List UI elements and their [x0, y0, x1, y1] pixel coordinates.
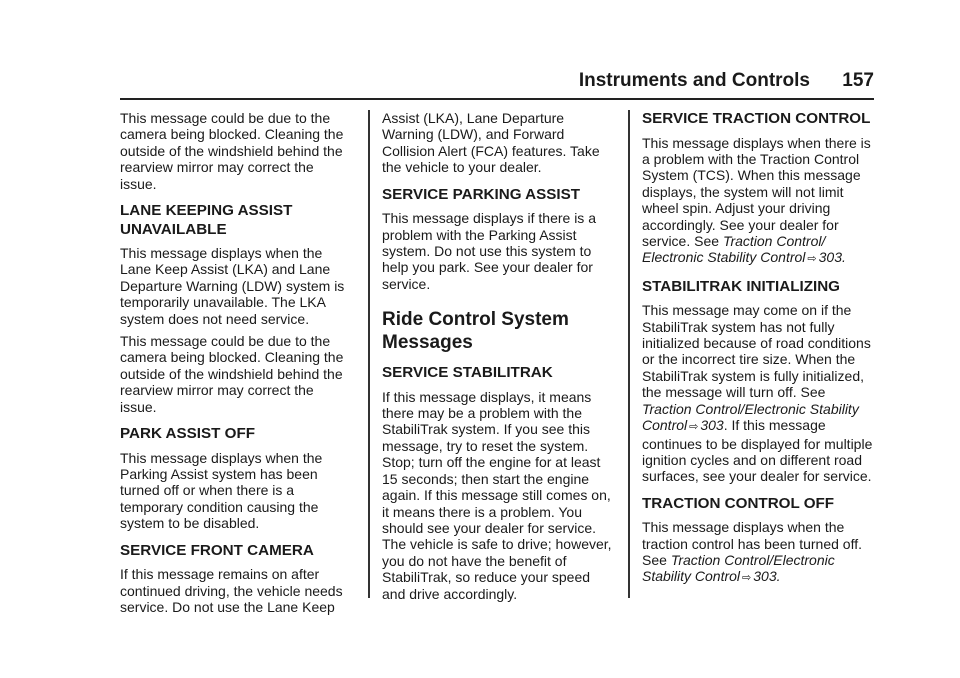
heading-service-traction-control: SERVICE TRACTION CONTROL [642, 110, 871, 127]
cross-reference-page[interactable]: 303 [818, 249, 842, 266]
page-arrow-icon: ⇨ [742, 572, 752, 585]
heading-traction-control-off: TRACTION CONTROL OFF [642, 494, 835, 512]
heading-stabilitrak-initializing: STABILITRAK INITIALIZING [642, 277, 840, 295]
paragraph-stabilitrak-initializing: This message may come on if the StabiliTrak system has not fully initialized because of road conditions or the incorrect tire size. When the StabiliTrak system is fully initialized, the message will turn off. See Traction Control/Electronic Stability Control ⇨ 303. If this message continues to be displayed for multiple ignition cycles and on different road surfaces, see your dealer for service. [642, 302, 873, 485]
page-arrow-icon: ⇨ [689, 421, 699, 434]
paragraph-traction-control-off: This message displays when the traction control has been turned off. See Traction Control/Electronic Stability Control ⇨ 303. [642, 519, 862, 585]
column-right [642, 110, 874, 593]
page-header [120, 68, 874, 98]
page-arrow-icon: ⇨ [807, 253, 817, 266]
paragraph-text: This message displays when the traction control has been turned off. See [642, 519, 862, 569]
paragraph-lka-camera-blocked: This message could be due to the camera being blocked. Cleaning the outside of the windshield behind the rearview mirror may correct the issue. [120, 333, 344, 415]
cross-reference-link[interactable]: Traction Control/Electronic Stability Control [642, 552, 835, 585]
page-number: 157 [842, 70, 874, 91]
heading-park-assist-off: PARK ASSIST OFF [120, 425, 256, 443]
cross-reference-link[interactable]: Traction Control/Electronic Stability Control [642, 400, 859, 434]
paragraph-service-parking-assist: This message displays if there is a problem with the Parking Assist system. Do not use this system to help you park. See your dealer for service. [382, 210, 596, 292]
paragraph-front-camera-continued: Assist (LKA), Lane Departure Warning (LDW), and Forward Collision Alert (FCA) features. Take the vehicle to your dealer. [382, 110, 600, 176]
heading-service-stabilitrak: SERVICE STABILITRAK [382, 364, 553, 382]
paragraph-park-assist-off: This message displays when the Parking Assist system has been turned off or when there is a temporary condition causing the system to be disabled. [120, 449, 323, 532]
paragraph-camera-blocked: This message could be due to the camera being blocked. Cleaning the outside of the windshield behind the rearview mirror may correct the issue. [120, 110, 344, 192]
heading-ride-control-system-messages: Ride Control System Messages [382, 309, 569, 354]
column-middle [382, 110, 614, 608]
paragraph-text-continued: If this message continues to be displayed for multiple ignition cycles and on different road surfaces, see your dealer for service. [642, 417, 873, 485]
cross-reference-link[interactable]: Traction Control/ Electronic Stability Control [642, 232, 826, 266]
header-rule [120, 98, 874, 100]
cross-reference-page[interactable]: 303 [753, 568, 777, 585]
heading-service-front-camera: SERVICE FRONT CAMERA [120, 541, 314, 559]
section-title: Instruments and Controls [578, 70, 810, 91]
paragraph-lka-unavailable: This message displays when the Lane Keep Assist (LKA) and Lane Departure Warning (LDW) system is temporarily unavailable. The LKA system does not need service. [120, 245, 345, 327]
column-divider-right [628, 110, 630, 598]
paragraph-text: This message displays when there is a problem with the Traction Control System (TCS). When this message displays, the system will not limit wheel spin. Adjust your driving accordingly. See your dealer for service. See [642, 134, 871, 249]
paragraph-service-stabilitrak: If this message displays, it means there may be a problem with the StabiliTrak system. If you see this message, try to reset the system. Stop; turn off the engine for at least 15 seconds; then start the engine again. If this message still comes on, it means there is a problem. You should see your dealer for service. The vehicle is safe to drive; however, you do not have the benefit of StabiliTrak, so reduce your speed and drive accordingly. [382, 388, 612, 602]
column-left [120, 110, 352, 621]
heading-lane-keeping-assist-unavailable: LANE KEEPING ASSIST UNAVAILABLE [120, 202, 293, 238]
cross-reference-page[interactable]: 303 [700, 417, 724, 434]
paragraph-service-front-camera: If this message remains on after continued driving, the vehicle needs service. Do not use the Lane Keep [120, 566, 343, 615]
paragraph-text: This message may come on if the StabiliTrak system has not fully initialized because of road conditions or the incorrect tire size. When the StabiliTrak system is fully initialized, the message will turn off. See [642, 302, 871, 401]
column-divider-left [368, 110, 370, 598]
heading-service-parking-assist: SERVICE PARKING ASSIST [382, 185, 581, 203]
paragraph-service-traction-control: This message displays when there is a problem with the Traction Control System (TCS). When this message displays, the system will not limit wheel spin. Adjust your driving accordingly. See your dealer for service. See Traction Control/ Electronic Stability Control ⇨ 303. [642, 134, 871, 266]
